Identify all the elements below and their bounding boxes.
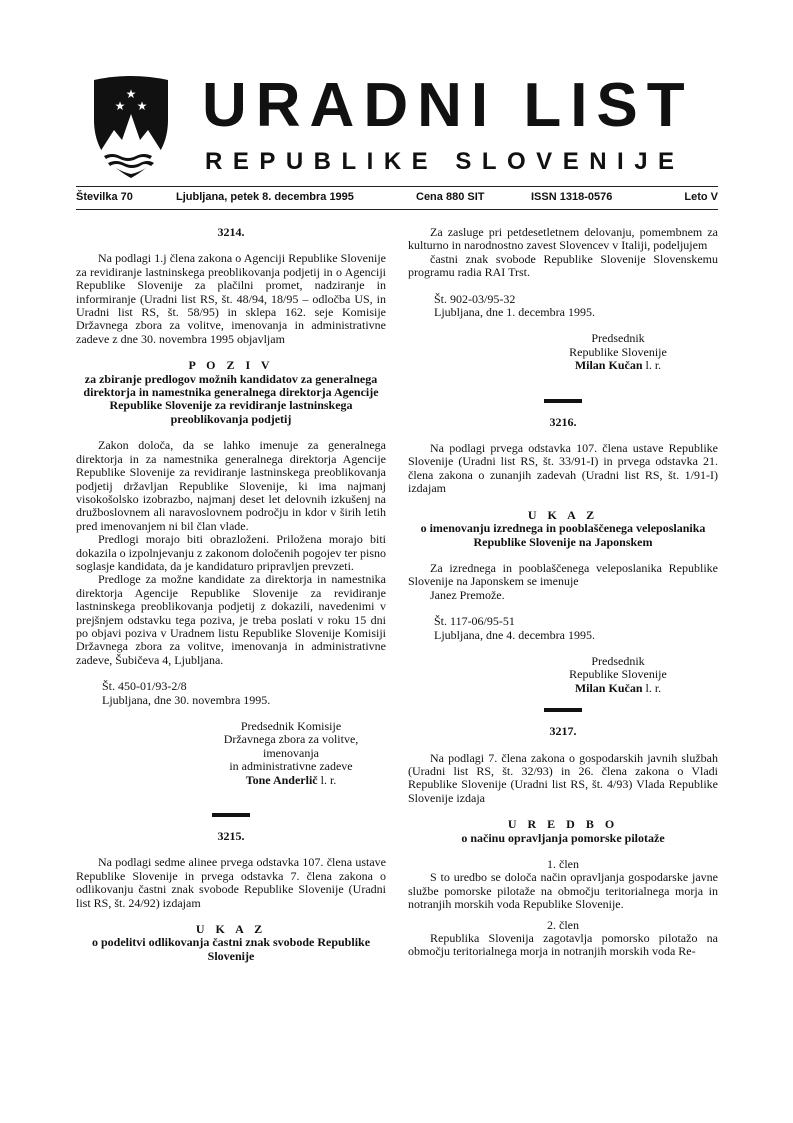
signatory-name: Milan Kučan — [574, 680, 643, 695]
signatory-name: Milan Kučan — [574, 358, 643, 373]
act-type: U R E D B O — [507, 817, 619, 832]
article-text: Republika Slovenija zagotavlja pomorsko pilotažo na območju teritorialnega morja in notranjih morskih voda Re- — [408, 931, 718, 959]
act-number-3216: 3216. — [549, 414, 577, 429]
act-title: za zbiranje predlogov možnih kandidatov za generalnega direktorja in namestnika generalnega direktorja Agencije Republike Slovenije za revidiranje lastninskega preoblikovanja podjetij — [83, 371, 379, 426]
issue-date: Ljubljana, petek 8. decembra 1995 — [176, 191, 354, 203]
paragraph: Predloge za možne kandidate za direktorja in namestnika direktorja Agencije Republike Slovenije za revidiranje lastninskega preoblikovanja podjetij z dokazili, navedenimi v prejšnjem odstavku tega poziva, je treba poslati v roku 15 dni po objavi poziva v Uradnem listu Republike Slovenije Komisiji Državnega zbora za volitve, imenovanja in administrativne zadeve, Šubičeva 4, Ljubljana. — [76, 572, 386, 667]
paragraph: Zakon določa, da se lahko imenuje za generalnega direktorja in za namestnika generalnega direktorja Agencije Republike Slovenije za revidiranje lastninskega preoblikovanja podjetij državljan Republike Slovenije, ki ima najmanj visokošolsko izobrazbo, najmanj deset let delovnih izkušenj na družboslovnem ali naravoslovnem področju in kdor v širih letih pred imenovanjem ni bil član vlade. — [76, 438, 386, 533]
right-column — [408, 226, 718, 959]
newspaper-subtitle: REPUBLIKE SLOVENIJE — [205, 148, 685, 175]
svg-text:★: ★ — [114, 99, 126, 113]
signatory-title: Predsednik — [591, 653, 645, 668]
masthead — [84, 71, 724, 184]
issn: ISSN 1318-0576 — [531, 191, 613, 203]
signatory — [408, 359, 718, 372]
paragraph: Za izrednega in pooblaščenega veleposlanika Republike Slovenije na Japonskem se imenuje — [408, 560, 718, 589]
paragraph: Janez Premože. — [430, 587, 505, 602]
paragraph: Predlogi morajo biti obrazloženi. Priložena morajo biti dokazila o izpolnjevanju z zakonom določenih pogojev ter pisno soglasje kandidata, da je kandidaturo pripravljen prevzeti. — [76, 532, 386, 573]
signatory-title: Državnega zbora za volitve, — [223, 732, 359, 747]
act-title: o načinu opravljanja pomorske pilotaže — [461, 830, 665, 845]
article-heading: 1. člen — [547, 857, 579, 871]
act-number-3217: 3217. — [549, 724, 577, 739]
coat-of-arms-icon — [90, 74, 172, 180]
signatory — [76, 774, 386, 787]
signatory-title: Predsednik Komisije — [240, 719, 342, 733]
signatory-title: Republike Slovenije — [569, 344, 667, 359]
act-title: o podelitvi odlikovanja častni znak svobode Republike Slovenije — [91, 935, 371, 963]
signatory-suffix: l. r. — [317, 772, 337, 787]
act-intro: Na podlagi prvega odstavka 107. člena ustave Republike Slovenije (Uradni list RS, št. 33/91-I) in prvega odstavka 21. člena zakona o zunanjih zadevah (Uradni list RS, št. 1/91-I) izdajam — [408, 441, 718, 496]
signatory-suffix: l. r. — [642, 358, 662, 373]
reference-number: Št. 450-01/93-2/8 — [102, 679, 187, 694]
volume-year: Leto V — [684, 191, 718, 203]
svg-text:★: ★ — [136, 99, 148, 113]
signatory-title: in administrativne zadeve — [229, 759, 353, 774]
act-number-3214: 3214. — [217, 225, 245, 239]
signatory-title: Predsednik — [591, 331, 645, 346]
signatory-title: imenovanja — [263, 745, 319, 760]
newspaper-title: URADNI LIST — [202, 71, 694, 140]
place-date: Ljubljana, dne 1. decembra 1995. — [434, 305, 595, 320]
svg-text:★: ★ — [125, 87, 137, 101]
left-column — [76, 226, 386, 963]
signatory — [408, 682, 718, 695]
act-intro: Na podlagi 1.j člena zakona o Agenciji Republike Slovenije za revidiranje lastninskega preoblikovanja podjetij in o Agenciji Republike Slovenije za plačilni promet, nadziranje in informiranje (Uradni list RS, št. 48/94, 18/95 – odločba US, in Uradni list RS, št. 58/95) in sklepa 162. seje Komisije Državnega zbora za volitve, imenovanja in administrativne zadeve z dne 30. novembra 1995 objavljam — [76, 251, 386, 346]
paragraph: Za zasluge pri petdesetletnem delovanju, pomembnem za kulturno in narodnostno zavest Slovencev v Italiji, podeljujem — [408, 225, 718, 253]
issue-info-bar — [76, 186, 718, 210]
act-intro: Na podlagi sedme alinee prvega odstavka 107. člena ustave Republike Slovenije in prvega odstavka 7. člena zakona o odlikovanju častni znak svobode Republike Slovenije (Uradni list RS, št. 24/92) izdajam — [76, 855, 386, 910]
issue-price: Cena 880 SIT — [416, 191, 485, 203]
act-type: U K A Z — [195, 922, 267, 937]
article-heading: 2. člen — [547, 917, 579, 932]
issue-number: Številka 70 — [76, 191, 133, 203]
reference-number: Št. 117-06/95-51 — [434, 614, 515, 629]
paragraph: častni znak svobode Republike Slovenije Slovenskemu programu radia RAI Trst. — [408, 251, 718, 280]
act-type: P O Z I V — [188, 358, 274, 373]
act-title: o imenovanju izrednega in pooblaščenega veleposlanika Republike Slovenije na Japonskem — [420, 521, 706, 549]
act-intro: Na podlagi 7. člena zakona o gospodarskih javnih službah (Uradni list RS, št. 32/93) in 26. člena zakona o Vladi Republike Slovenije (Uradni list RS, št. 4/93) Vlada Republike Slovenije izdaja — [408, 750, 718, 805]
act-type: U K A Z — [527, 507, 599, 522]
place-date: Ljubljana, dne 30. novembra 1995. — [102, 692, 271, 707]
signatory-title: Republike Slovenije — [569, 667, 667, 682]
place-date: Ljubljana, dne 4. decembra 1995. — [434, 627, 595, 642]
reference-number: Št. 902-03/95-32 — [434, 291, 516, 306]
act-number-3215: 3215. — [217, 829, 245, 844]
signatory-suffix: l. r. — [642, 680, 662, 695]
signatory-name: Tone Anderlič — [245, 772, 318, 787]
article-text: S to uredbo se določa način opravljanja gospodarske javne službe pomorske pilotaže na območju teritorialnega morja in notranjih morskih voda Republike Slovenije. — [408, 870, 718, 912]
